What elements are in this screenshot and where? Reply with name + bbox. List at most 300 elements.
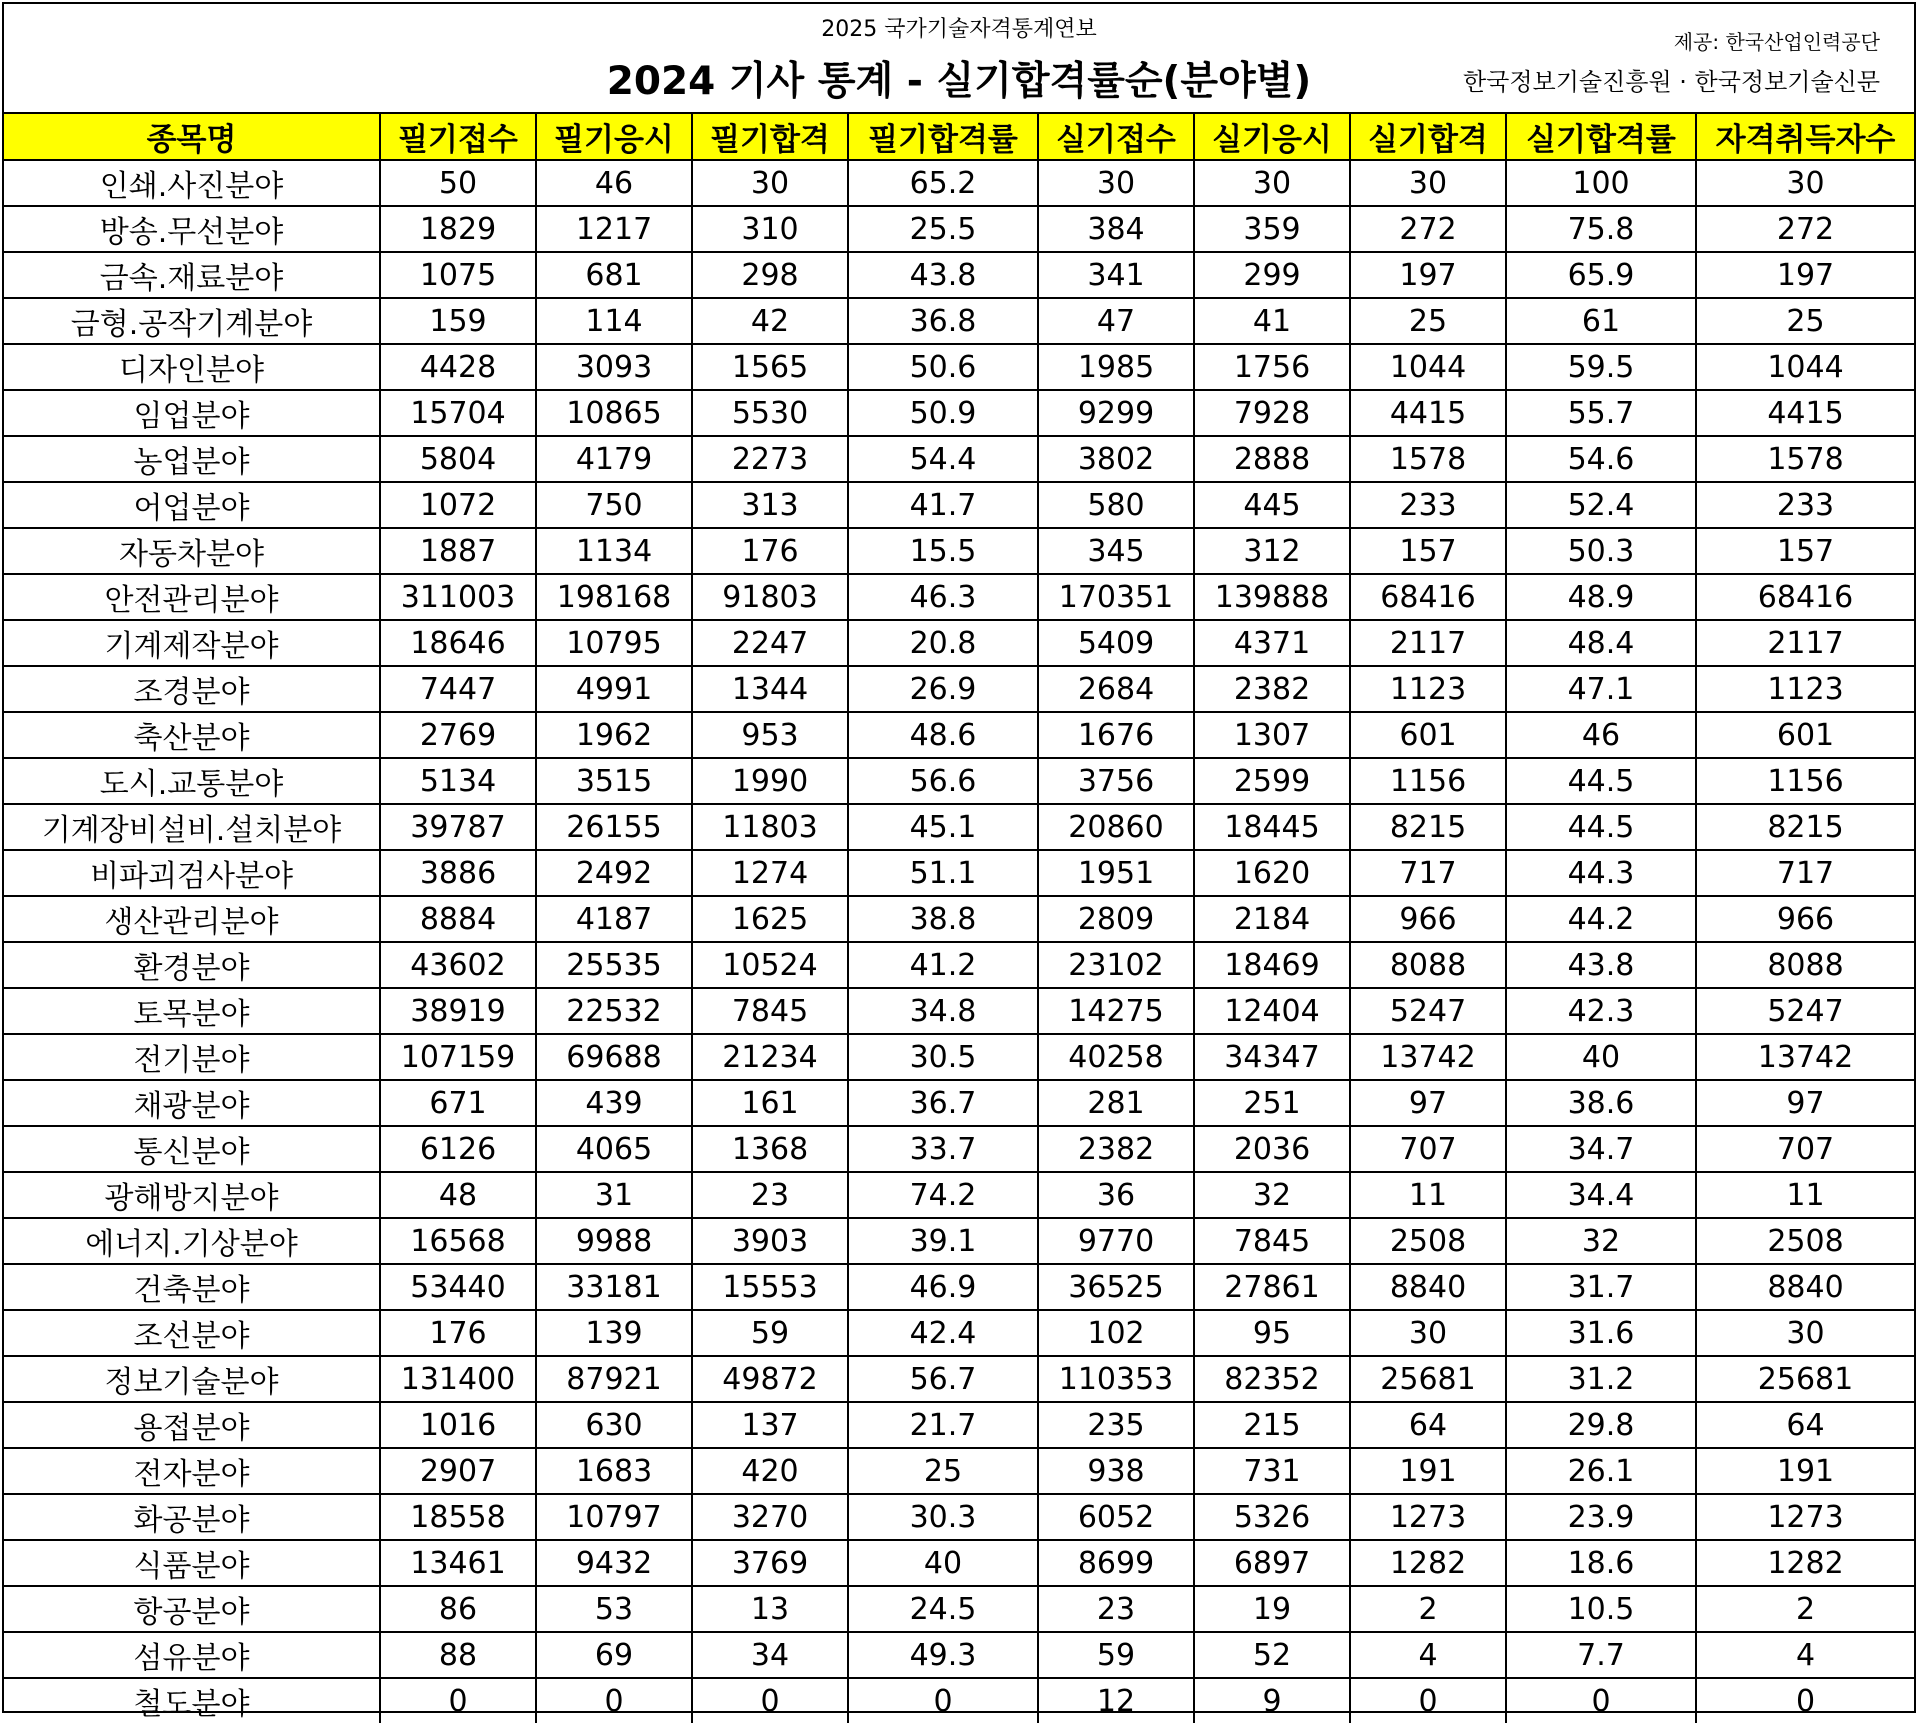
value-cell: 25 bbox=[848, 1448, 1038, 1494]
value-cell: 5247 bbox=[1350, 988, 1506, 1034]
table-row bbox=[4, 1264, 1914, 1310]
value-cell: 601 bbox=[1350, 712, 1506, 758]
value-cell: 161 bbox=[692, 1080, 848, 1126]
value-cell: 39.1 bbox=[848, 1218, 1038, 1264]
value-cell: 8088 bbox=[1350, 942, 1506, 988]
value-cell: 1156 bbox=[1350, 758, 1506, 804]
table-row bbox=[4, 482, 1914, 528]
column-header: 필기합격률 bbox=[848, 113, 1038, 160]
value-cell: 41.7 bbox=[848, 482, 1038, 528]
value-cell: 4065 bbox=[536, 1126, 692, 1172]
value-cell: 1156 bbox=[1696, 758, 1914, 804]
value-cell: 33.7 bbox=[848, 1126, 1038, 1172]
value-cell: 50.9 bbox=[848, 390, 1038, 436]
value-cell: 34.4 bbox=[1506, 1172, 1696, 1218]
value-cell: 1565 bbox=[692, 344, 848, 390]
value-cell: 299 bbox=[1194, 252, 1350, 298]
value-cell: 11 bbox=[1350, 1172, 1506, 1218]
value-cell: 1044 bbox=[1350, 344, 1506, 390]
table-row bbox=[4, 574, 1914, 620]
value-cell: 44.5 bbox=[1506, 758, 1696, 804]
value-cell: 0 bbox=[692, 1678, 848, 1723]
value-cell: 88 bbox=[380, 1632, 536, 1678]
value-cell: 191 bbox=[1696, 1448, 1914, 1494]
value-cell: 97 bbox=[1696, 1080, 1914, 1126]
value-cell: 15553 bbox=[692, 1264, 848, 1310]
value-cell: 25681 bbox=[1696, 1356, 1914, 1402]
value-cell: 6126 bbox=[380, 1126, 536, 1172]
value-cell: 44.5 bbox=[1506, 804, 1696, 850]
value-cell: 5530 bbox=[692, 390, 848, 436]
value-cell: 2508 bbox=[1350, 1218, 1506, 1264]
value-cell: 18.6 bbox=[1506, 1540, 1696, 1586]
field-name-cell: 전기분야 bbox=[4, 1034, 380, 1080]
value-cell: 1985 bbox=[1038, 344, 1194, 390]
value-cell: 51.1 bbox=[848, 850, 1038, 896]
value-cell: 86 bbox=[380, 1586, 536, 1632]
table-row bbox=[4, 206, 1914, 252]
field-name-cell: 방송.무선분야 bbox=[4, 206, 380, 252]
value-cell: 298 bbox=[692, 252, 848, 298]
field-name-cell: 채광분야 bbox=[4, 1080, 380, 1126]
table-row bbox=[4, 1632, 1914, 1678]
value-cell: 23 bbox=[692, 1172, 848, 1218]
value-cell: 3270 bbox=[692, 1494, 848, 1540]
field-name-cell: 정보기술분야 bbox=[4, 1356, 380, 1402]
value-cell: 9770 bbox=[1038, 1218, 1194, 1264]
value-cell: 1344 bbox=[692, 666, 848, 712]
value-cell: 2273 bbox=[692, 436, 848, 482]
value-cell: 2 bbox=[1696, 1586, 1914, 1632]
value-cell: 0 bbox=[1506, 1678, 1696, 1723]
value-cell: 1625 bbox=[692, 896, 848, 942]
value-cell: 56.6 bbox=[848, 758, 1038, 804]
field-name-cell: 토목분야 bbox=[4, 988, 380, 1034]
value-cell: 3886 bbox=[380, 850, 536, 896]
value-cell: 95 bbox=[1194, 1310, 1350, 1356]
value-cell: 12404 bbox=[1194, 988, 1350, 1034]
value-cell: 0 bbox=[1696, 1678, 1914, 1723]
field-name-cell: 조선분야 bbox=[4, 1310, 380, 1356]
value-cell: 7.7 bbox=[1506, 1632, 1696, 1678]
value-cell: 5134 bbox=[380, 758, 536, 804]
value-cell: 1578 bbox=[1350, 436, 1506, 482]
value-cell: 30 bbox=[1696, 1310, 1914, 1356]
value-cell: 56.7 bbox=[848, 1356, 1038, 1402]
value-cell: 64 bbox=[1696, 1402, 1914, 1448]
value-cell: 9 bbox=[1194, 1678, 1350, 1723]
table-row bbox=[4, 850, 1914, 896]
value-cell: 54.6 bbox=[1506, 436, 1696, 482]
value-cell: 44.2 bbox=[1506, 896, 1696, 942]
value-cell: 345 bbox=[1038, 528, 1194, 574]
value-cell: 445 bbox=[1194, 482, 1350, 528]
value-cell: 48.6 bbox=[848, 712, 1038, 758]
value-cell: 34.8 bbox=[848, 988, 1038, 1034]
value-cell: 1044 bbox=[1696, 344, 1914, 390]
column-header: 필기합격 bbox=[692, 113, 848, 160]
value-cell: 61 bbox=[1506, 298, 1696, 344]
value-cell: 272 bbox=[1696, 206, 1914, 252]
value-cell: 36525 bbox=[1038, 1264, 1194, 1310]
value-cell: 87921 bbox=[536, 1356, 692, 1402]
value-cell: 4 bbox=[1696, 1632, 1914, 1678]
value-cell: 42 bbox=[692, 298, 848, 344]
value-cell: 31.6 bbox=[1506, 1310, 1696, 1356]
value-cell: 5409 bbox=[1038, 620, 1194, 666]
value-cell: 159 bbox=[380, 298, 536, 344]
table-row bbox=[4, 758, 1914, 804]
table-row bbox=[4, 1172, 1914, 1218]
field-name-cell: 화공분야 bbox=[4, 1494, 380, 1540]
value-cell: 1951 bbox=[1038, 850, 1194, 896]
value-cell: 7845 bbox=[692, 988, 848, 1034]
value-cell: 30.5 bbox=[848, 1034, 1038, 1080]
value-cell: 7845 bbox=[1194, 1218, 1350, 1264]
value-cell: 31 bbox=[536, 1172, 692, 1218]
value-cell: 46.3 bbox=[848, 574, 1038, 620]
value-cell: 54.4 bbox=[848, 436, 1038, 482]
value-cell: 4991 bbox=[536, 666, 692, 712]
table-row bbox=[4, 712, 1914, 758]
value-cell: 18445 bbox=[1194, 804, 1350, 850]
value-cell: 25.5 bbox=[848, 206, 1038, 252]
document-header bbox=[4, 4, 1914, 112]
value-cell: 2117 bbox=[1350, 620, 1506, 666]
column-header: 실기응시 bbox=[1194, 113, 1350, 160]
value-cell: 2769 bbox=[380, 712, 536, 758]
value-cell: 41.2 bbox=[848, 942, 1038, 988]
table-row bbox=[4, 1540, 1914, 1586]
value-cell: 19 bbox=[1194, 1586, 1350, 1632]
value-cell: 34347 bbox=[1194, 1034, 1350, 1080]
value-cell: 48 bbox=[380, 1172, 536, 1218]
value-cell: 33181 bbox=[536, 1264, 692, 1310]
value-cell: 191 bbox=[1350, 1448, 1506, 1494]
value-cell: 2684 bbox=[1038, 666, 1194, 712]
value-cell: 29.8 bbox=[1506, 1402, 1696, 1448]
value-cell: 1829 bbox=[380, 206, 536, 252]
value-cell: 30 bbox=[1038, 160, 1194, 206]
value-cell: 1756 bbox=[1194, 344, 1350, 390]
value-cell: 65.2 bbox=[848, 160, 1038, 206]
value-cell: 114 bbox=[536, 298, 692, 344]
value-cell: 41 bbox=[1194, 298, 1350, 344]
value-cell: 5326 bbox=[1194, 1494, 1350, 1540]
value-cell: 91803 bbox=[692, 574, 848, 620]
value-cell: 74.2 bbox=[848, 1172, 1038, 1218]
value-cell: 13461 bbox=[380, 1540, 536, 1586]
value-cell: 2809 bbox=[1038, 896, 1194, 942]
value-cell: 601 bbox=[1696, 712, 1914, 758]
value-cell: 53440 bbox=[380, 1264, 536, 1310]
value-cell: 23 bbox=[1038, 1586, 1194, 1632]
value-cell: 47.1 bbox=[1506, 666, 1696, 712]
value-cell: 4 bbox=[1350, 1632, 1506, 1678]
value-cell: 2 bbox=[1350, 1586, 1506, 1632]
value-cell: 59 bbox=[1038, 1632, 1194, 1678]
value-cell: 30 bbox=[1350, 160, 1506, 206]
value-cell: 717 bbox=[1350, 850, 1506, 896]
value-cell: 9299 bbox=[1038, 390, 1194, 436]
value-cell: 272 bbox=[1350, 206, 1506, 252]
value-cell: 55.7 bbox=[1506, 390, 1696, 436]
table-row bbox=[4, 528, 1914, 574]
value-cell: 6052 bbox=[1038, 1494, 1194, 1540]
value-cell: 1273 bbox=[1350, 1494, 1506, 1540]
value-cell: 10865 bbox=[536, 390, 692, 436]
value-cell: 107159 bbox=[380, 1034, 536, 1080]
value-cell: 251 bbox=[1194, 1080, 1350, 1126]
value-cell: 40258 bbox=[1038, 1034, 1194, 1080]
value-cell: 27861 bbox=[1194, 1264, 1350, 1310]
value-cell: 5247 bbox=[1696, 988, 1914, 1034]
value-cell: 8088 bbox=[1696, 942, 1914, 988]
value-cell: 21.7 bbox=[848, 1402, 1038, 1448]
column-header: 실기접수 bbox=[1038, 113, 1194, 160]
value-cell: 1282 bbox=[1350, 1540, 1506, 1586]
value-cell: 40 bbox=[1506, 1034, 1696, 1080]
value-cell: 4415 bbox=[1350, 390, 1506, 436]
field-name-cell: 어업분야 bbox=[4, 482, 380, 528]
value-cell: 3756 bbox=[1038, 758, 1194, 804]
field-name-cell: 임업분야 bbox=[4, 390, 380, 436]
value-cell: 25 bbox=[1696, 298, 1914, 344]
field-name-cell: 통신분야 bbox=[4, 1126, 380, 1172]
value-cell: 18646 bbox=[380, 620, 536, 666]
field-name-cell: 농업분야 bbox=[4, 436, 380, 482]
field-name-cell: 전자분야 bbox=[4, 1448, 380, 1494]
value-cell: 1274 bbox=[692, 850, 848, 896]
value-cell: 14275 bbox=[1038, 988, 1194, 1034]
table-row bbox=[4, 1586, 1914, 1632]
value-cell: 8840 bbox=[1696, 1264, 1914, 1310]
value-cell: 42.3 bbox=[1506, 988, 1696, 1034]
field-name-cell: 금형.공작기계분야 bbox=[4, 298, 380, 344]
value-cell: 137 bbox=[692, 1402, 848, 1448]
value-cell: 1962 bbox=[536, 712, 692, 758]
value-cell: 32 bbox=[1506, 1218, 1696, 1264]
field-name-cell: 조경분야 bbox=[4, 666, 380, 712]
value-cell: 2492 bbox=[536, 850, 692, 896]
value-cell: 24.5 bbox=[848, 1586, 1038, 1632]
table-header-row bbox=[4, 113, 1914, 160]
field-name-cell: 식품분야 bbox=[4, 1540, 380, 1586]
value-cell: 4428 bbox=[380, 344, 536, 390]
value-cell: 10.5 bbox=[1506, 1586, 1696, 1632]
value-cell: 26.1 bbox=[1506, 1448, 1696, 1494]
value-cell: 44.3 bbox=[1506, 850, 1696, 896]
value-cell: 139888 bbox=[1194, 574, 1350, 620]
value-cell: 22532 bbox=[536, 988, 692, 1034]
value-cell: 8884 bbox=[380, 896, 536, 942]
value-cell: 1123 bbox=[1696, 666, 1914, 712]
value-cell: 707 bbox=[1350, 1126, 1506, 1172]
table-row bbox=[4, 1448, 1914, 1494]
value-cell: 50.6 bbox=[848, 344, 1038, 390]
value-cell: 25681 bbox=[1350, 1356, 1506, 1402]
value-cell: 38.6 bbox=[1506, 1080, 1696, 1126]
value-cell: 1620 bbox=[1194, 850, 1350, 896]
field-name-cell: 섬유분야 bbox=[4, 1632, 380, 1678]
value-cell: 3093 bbox=[536, 344, 692, 390]
value-cell: 1075 bbox=[380, 252, 536, 298]
field-name-cell: 기계제작분야 bbox=[4, 620, 380, 666]
value-cell: 420 bbox=[692, 1448, 848, 1494]
value-cell: 281 bbox=[1038, 1080, 1194, 1126]
value-cell: 82352 bbox=[1194, 1356, 1350, 1402]
value-cell: 0 bbox=[380, 1678, 536, 1723]
value-cell: 36.8 bbox=[848, 298, 1038, 344]
value-cell: 48.4 bbox=[1506, 620, 1696, 666]
value-cell: 11803 bbox=[692, 804, 848, 850]
value-cell: 313 bbox=[692, 482, 848, 528]
value-cell: 2382 bbox=[1194, 666, 1350, 712]
value-cell: 49.3 bbox=[848, 1632, 1038, 1678]
column-header: 필기접수 bbox=[380, 113, 536, 160]
value-cell: 671 bbox=[380, 1080, 536, 1126]
value-cell: 9432 bbox=[536, 1540, 692, 1586]
value-cell: 0 bbox=[848, 1678, 1038, 1723]
table-row bbox=[4, 344, 1914, 390]
value-cell: 31.2 bbox=[1506, 1356, 1696, 1402]
value-cell: 26155 bbox=[536, 804, 692, 850]
value-cell: 15.5 bbox=[848, 528, 1038, 574]
value-cell: 30 bbox=[1194, 160, 1350, 206]
table-row bbox=[4, 1126, 1914, 1172]
value-cell: 46.9 bbox=[848, 1264, 1038, 1310]
value-cell: 25 bbox=[1350, 298, 1506, 344]
page-frame bbox=[2, 2, 1916, 1722]
value-cell: 439 bbox=[536, 1080, 692, 1126]
value-cell: 707 bbox=[1696, 1126, 1914, 1172]
value-cell: 10795 bbox=[536, 620, 692, 666]
table-row bbox=[4, 160, 1914, 206]
value-cell: 215 bbox=[1194, 1402, 1350, 1448]
value-cell: 10524 bbox=[692, 942, 848, 988]
field-name-cell: 광해방지분야 bbox=[4, 1172, 380, 1218]
value-cell: 75.8 bbox=[1506, 206, 1696, 252]
value-cell: 4187 bbox=[536, 896, 692, 942]
value-cell: 341 bbox=[1038, 252, 1194, 298]
column-header: 실기합격률 bbox=[1506, 113, 1696, 160]
value-cell: 953 bbox=[692, 712, 848, 758]
field-name-cell: 생산관리분야 bbox=[4, 896, 380, 942]
table-row bbox=[4, 390, 1914, 436]
value-cell: 45.1 bbox=[848, 804, 1038, 850]
value-cell: 30 bbox=[692, 160, 848, 206]
table-row bbox=[4, 1310, 1914, 1356]
value-cell: 3802 bbox=[1038, 436, 1194, 482]
value-cell: 38.8 bbox=[848, 896, 1038, 942]
table-row bbox=[4, 252, 1914, 298]
value-cell: 32 bbox=[1194, 1172, 1350, 1218]
value-cell: 8699 bbox=[1038, 1540, 1194, 1586]
value-cell: 8840 bbox=[1350, 1264, 1506, 1310]
value-cell: 49872 bbox=[692, 1356, 848, 1402]
value-cell: 1134 bbox=[536, 528, 692, 574]
field-name-cell: 비파괴검사분야 bbox=[4, 850, 380, 896]
value-cell: 3769 bbox=[692, 1540, 848, 1586]
value-cell: 50 bbox=[380, 160, 536, 206]
value-cell: 53 bbox=[536, 1586, 692, 1632]
value-cell: 1578 bbox=[1696, 436, 1914, 482]
value-cell: 23102 bbox=[1038, 942, 1194, 988]
field-name-cell: 건축분야 bbox=[4, 1264, 380, 1310]
data-provider: 제공: 한국산업인력공단 bbox=[1673, 30, 1880, 54]
value-cell: 157 bbox=[1696, 528, 1914, 574]
value-cell: 59.5 bbox=[1506, 344, 1696, 390]
value-cell: 16568 bbox=[380, 1218, 536, 1264]
value-cell: 39787 bbox=[380, 804, 536, 850]
value-cell: 0 bbox=[536, 1678, 692, 1723]
value-cell: 1368 bbox=[692, 1126, 848, 1172]
field-name-cell: 안전관리분야 bbox=[4, 574, 380, 620]
table-row bbox=[4, 1034, 1914, 1080]
value-cell: 681 bbox=[536, 252, 692, 298]
value-cell: 310 bbox=[692, 206, 848, 252]
value-cell: 2247 bbox=[692, 620, 848, 666]
value-cell: 10797 bbox=[536, 1494, 692, 1540]
column-header: 필기응시 bbox=[536, 113, 692, 160]
value-cell: 43.8 bbox=[1506, 942, 1696, 988]
value-cell: 8215 bbox=[1350, 804, 1506, 850]
field-name-cell: 자동차분야 bbox=[4, 528, 380, 574]
table-row bbox=[4, 896, 1914, 942]
value-cell: 731 bbox=[1194, 1448, 1350, 1494]
page-title: 2024 기사 통계 - 실기합격률순(분야별) bbox=[606, 59, 1312, 104]
value-cell: 966 bbox=[1350, 896, 1506, 942]
value-cell: 311003 bbox=[380, 574, 536, 620]
value-cell: 139 bbox=[536, 1310, 692, 1356]
value-cell: 235 bbox=[1038, 1402, 1194, 1448]
value-cell: 938 bbox=[1038, 1448, 1194, 1494]
column-header: 자격취득자수 bbox=[1696, 113, 1914, 160]
value-cell: 359 bbox=[1194, 206, 1350, 252]
value-cell: 9988 bbox=[536, 1218, 692, 1264]
field-name-cell: 인쇄.사진분야 bbox=[4, 160, 380, 206]
column-header: 실기합격 bbox=[1350, 113, 1506, 160]
value-cell: 170351 bbox=[1038, 574, 1194, 620]
value-cell: 18558 bbox=[380, 1494, 536, 1540]
table-row bbox=[4, 988, 1914, 1034]
table-body bbox=[4, 160, 1914, 1723]
value-cell: 1273 bbox=[1696, 1494, 1914, 1540]
value-cell: 7928 bbox=[1194, 390, 1350, 436]
value-cell: 52 bbox=[1194, 1632, 1350, 1678]
value-cell: 36 bbox=[1038, 1172, 1194, 1218]
value-cell: 1887 bbox=[380, 528, 536, 574]
table-row bbox=[4, 620, 1914, 666]
value-cell: 30 bbox=[1696, 160, 1914, 206]
value-cell: 12 bbox=[1038, 1678, 1194, 1723]
value-cell: 1307 bbox=[1194, 712, 1350, 758]
value-cell: 1282 bbox=[1696, 1540, 1914, 1586]
value-cell: 47 bbox=[1038, 298, 1194, 344]
table-row bbox=[4, 1494, 1914, 1540]
value-cell: 2382 bbox=[1038, 1126, 1194, 1172]
value-cell: 59 bbox=[692, 1310, 848, 1356]
value-cell: 4371 bbox=[1194, 620, 1350, 666]
value-cell: 1016 bbox=[380, 1402, 536, 1448]
value-cell: 2184 bbox=[1194, 896, 1350, 942]
value-cell: 23.9 bbox=[1506, 1494, 1696, 1540]
publishers: 한국정보기술진흥원 · 한국정보기술신문 bbox=[1462, 68, 1880, 96]
value-cell: 1123 bbox=[1350, 666, 1506, 712]
value-cell: 64 bbox=[1350, 1402, 1506, 1448]
value-cell: 97 bbox=[1350, 1080, 1506, 1126]
field-name-cell: 금속.재료분야 bbox=[4, 252, 380, 298]
